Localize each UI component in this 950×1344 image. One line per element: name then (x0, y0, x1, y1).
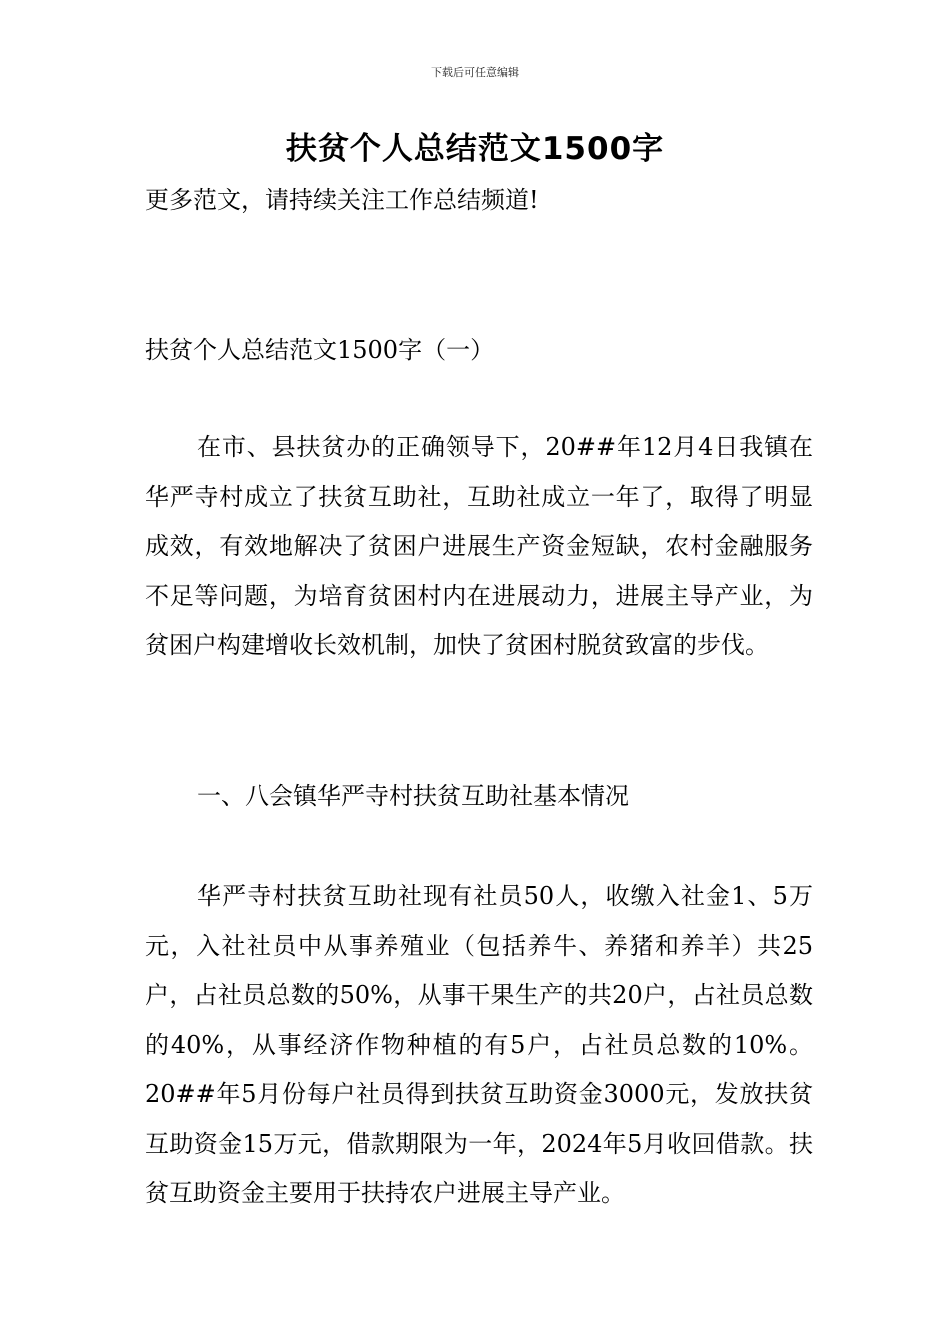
section-title: 扶贫个人总结范文1500字（一） (145, 336, 495, 364)
paragraph-intro: 在市、县扶贫办的正确领导下，20##年12月4日我镇在华严寺村成立了扶贫互助社，互助社成立一年了，取得了明显成效，有效地解决了贫困户进展生产资金短缺，农村金融服务不足等问题，为培育贫困村内在进展动力，进展主导产业，为贫困户构建增收长效机制，加快了贫困村脱贫致富的步伐。 (145, 433, 813, 659)
section-heading-basic-info: 一、八会镇华严寺村扶贫互助社基本情况 (197, 782, 629, 810)
subtitle: 更多范文，请持续关注工作总结频道! (145, 186, 539, 214)
document-title: 扶贫个人总结范文1500字 (285, 131, 665, 167)
paragraph-basic-info: 华严寺村扶贫互助社现有社员50人，收缴入社金1、5万元，入社社员中从事养殖业（包括养牛、养猪和养羊）共25户，占社员总数的50%，从事干果生产的共20户，占社员总数的40%，从事经济作物种植的有5户，占社员总数的10%。20##年5月份每户社员得到扶贫互助资金3000元，发放扶贫互助资金15万元，借款期限为一年，2024年5月收回借款。扶贫互助资金主要用于扶持农户进展主导产业。 (145, 882, 813, 1207)
header-note: 下载后可任意编辑 (431, 66, 519, 79)
